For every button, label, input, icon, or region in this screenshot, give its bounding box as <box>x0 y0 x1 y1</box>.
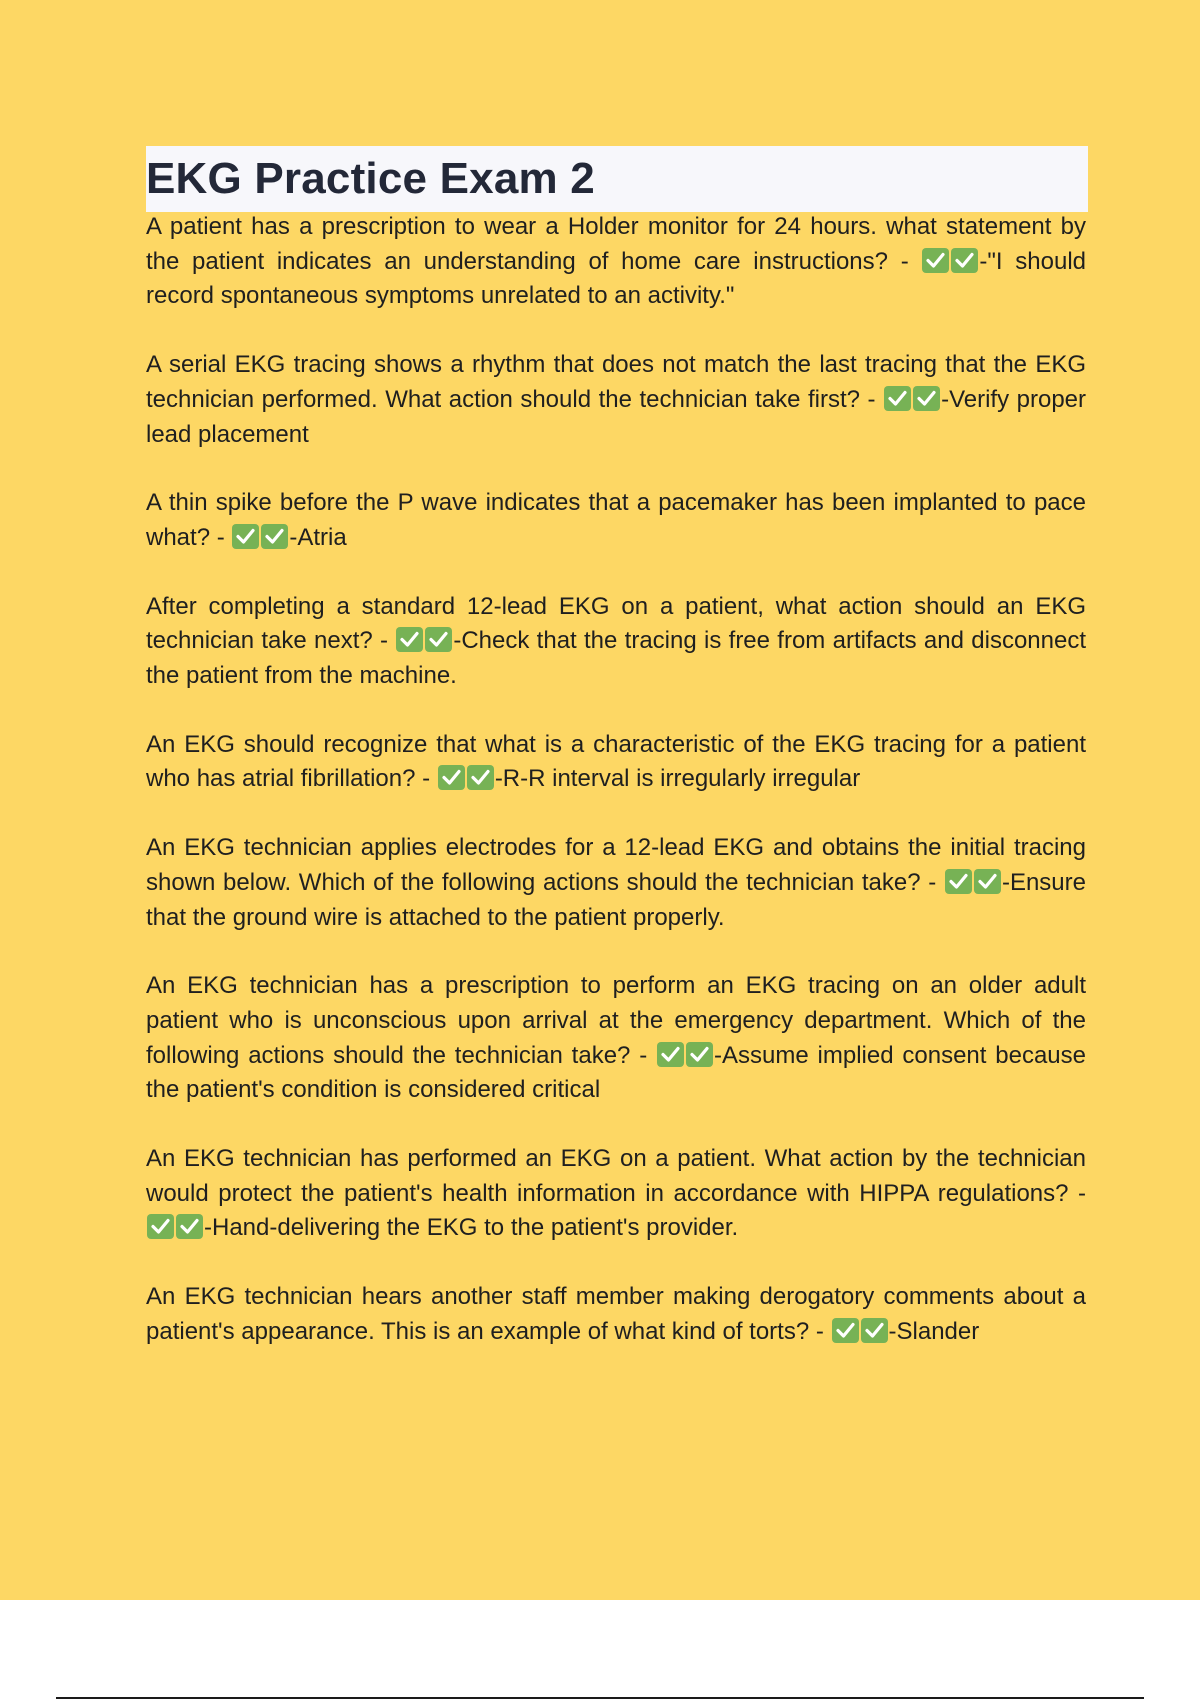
qa-item <box>146 728 1086 797</box>
question-text: A thin spike before the P wave indicates that a pacemaker has been implanted to pace what? - <box>146 489 1086 551</box>
check-mark-button-icon <box>973 868 1002 895</box>
qa-item <box>146 831 1086 935</box>
question-text: A serial EKG tracing shows a rhythm that does not match the last tracing that the EKG technician performed. What action should the technician take first? - <box>146 351 1086 413</box>
answer-text: -R-R interval is irregularly irregular <box>494 765 861 793</box>
answer-text: -Assume implied consent because the patient's condition is considered critical <box>146 1041 1087 1104</box>
answer-text: -Verify proper lead placement <box>146 385 1087 448</box>
question-text: An EKG technician applies electrodes for a 12-lead EKG and obtains the initial tracing shown below. Which of the following actions should the technician take? - <box>146 834 1086 896</box>
check-mark-button-icon <box>260 523 289 550</box>
qa-item <box>146 486 1086 555</box>
check-mark-button-icon <box>146 1213 175 1240</box>
check-mark-button-icon <box>685 1041 714 1068</box>
answer-text: -Slander <box>888 1317 980 1345</box>
check-mark-button-icon <box>424 626 453 653</box>
answer-text: -Atria <box>289 523 347 551</box>
check-mark-button-icon <box>912 385 941 412</box>
answer-text: -Ensure that the ground wire is attached to the patient properly. <box>146 868 1086 931</box>
question-text: An EKG should recognize that what is a characteristic of the EKG tracing for a patient who has atrial fibrillation? - <box>146 730 1086 793</box>
check-mark-button-icon <box>831 1317 860 1344</box>
answer-text: -Check that the tracing is free from artifacts and disconnect the patient from the machine. <box>146 627 1087 690</box>
qa-item <box>146 348 1086 452</box>
qa-list <box>146 210 1086 1384</box>
qa-item <box>146 1142 1086 1246</box>
question-text: An EKG technician has a prescription to perform an EKG tracing on an older adult patient who is unconscious upon arrival at the emergency department. Which of the following actions should the technician take? - <box>146 972 1086 1069</box>
check-mark-button-icon <box>921 247 950 274</box>
page-title: EKG Practice Exam 2 <box>146 154 595 203</box>
check-mark-button-icon <box>950 247 979 274</box>
qa-item <box>146 210 1086 314</box>
qa-item <box>146 590 1086 694</box>
question-text: An EKG technician hears another staff member making derogatory comments about a patient's appearance. This is an example of what kind of torts? - <box>146 1283 1086 1345</box>
check-mark-button-icon <box>944 868 973 895</box>
question-text: A patient has a prescription to wear a Holder monitor for 24 hours. what statement by the patient indicates an understanding of home care instructions? - <box>146 213 1086 275</box>
check-mark-button-icon <box>883 385 912 412</box>
check-mark-button-icon <box>656 1041 685 1068</box>
qa-item <box>146 969 1086 1108</box>
question-text: An EKG technician has performed an EKG on a patient. What action by the technician would protect the patient's health information in accordance with HIPPA regulations? - <box>146 1145 1086 1207</box>
check-mark-button-icon <box>175 1213 204 1240</box>
answer-text: -"I should record spontaneous symptoms unrelated to an activity." <box>146 247 1087 310</box>
question-text: After completing a standard 12-lead EKG on a patient, what action should an EKG technician take next? - <box>146 592 1086 655</box>
check-mark-button-icon <box>860 1317 889 1344</box>
check-mark-button-icon <box>466 764 495 791</box>
check-mark-button-icon <box>395 626 424 653</box>
footer-divider <box>56 1697 1144 1699</box>
check-mark-button-icon <box>231 523 260 550</box>
answer-text: -Hand-delivering the EKG to the patient's provider. <box>204 1214 739 1242</box>
qa-item <box>146 1280 1086 1349</box>
check-mark-button-icon <box>437 764 466 791</box>
